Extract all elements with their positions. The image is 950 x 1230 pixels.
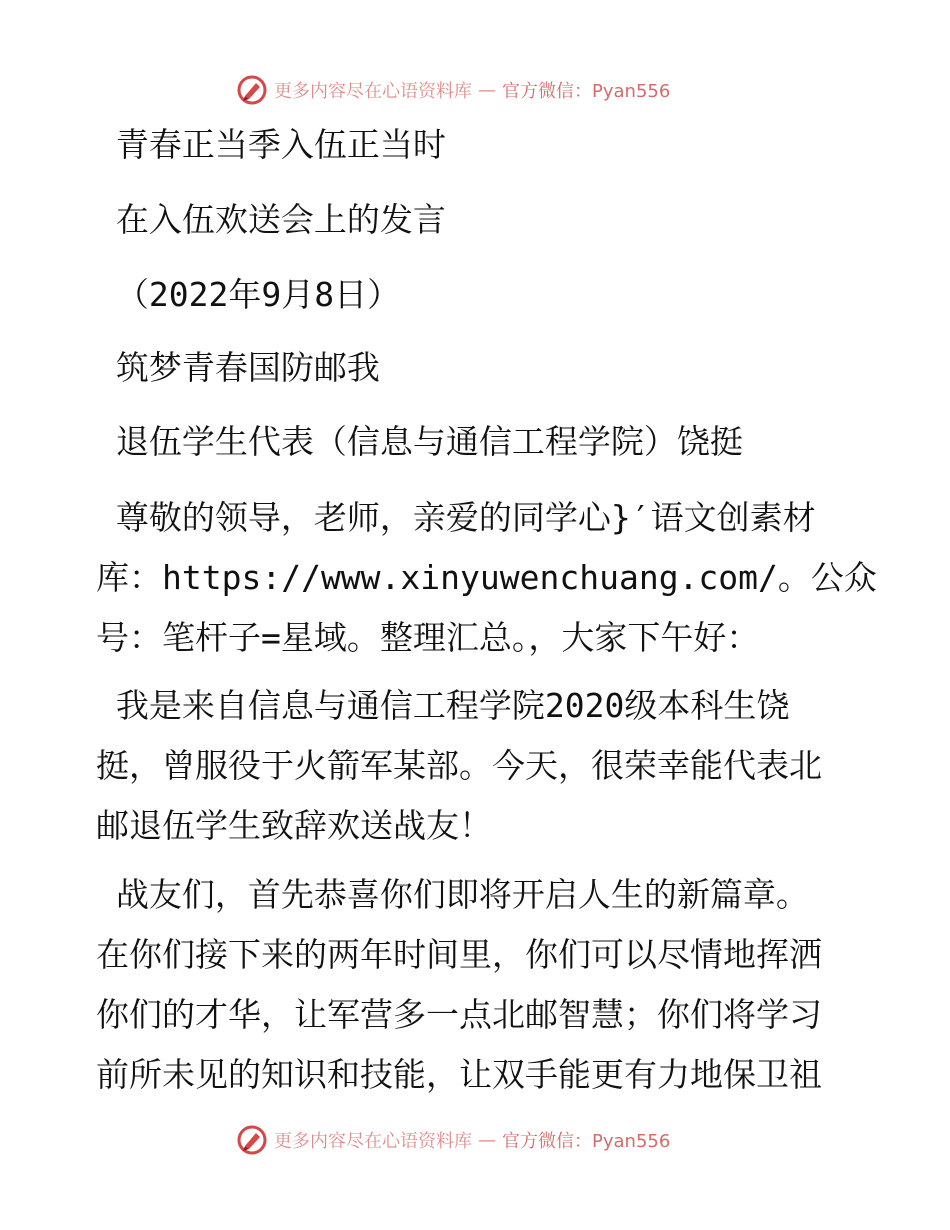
watermark-wechat: 官方微信：Pyan556 [502, 1131, 671, 1152]
watermark-wechat: 官方微信：Pyan556 [502, 81, 671, 102]
paragraph-introduction [96, 676, 856, 856]
pen-logo-icon [236, 74, 268, 106]
paragraph-line: 前所未见的知识和技能，让双手能更有力地保卫祖 [96, 1055, 822, 1094]
watermark-separator: — [478, 1129, 496, 1151]
document-speaker: 退伍学生代表（信息与通信工程学院）饶挺 [96, 422, 743, 461]
document-heading: 筑梦青春国防邮我 [96, 348, 380, 387]
paragraph-congratulations [96, 865, 856, 1105]
paragraph-line: 号：笔杆子=星域。整理汇总。，大家下午好： [96, 618, 760, 657]
paragraph-line: 你们的才华，让军营多一点北邮智慧；你们将学习 [96, 995, 822, 1034]
paragraph-line: 邮退伍学生致辞欢送战友！ [96, 806, 492, 845]
paragraph-line: 库：https://www.xinyuwenchuang.com/。公众 [96, 558, 877, 597]
watermark-footer [236, 1122, 670, 1158]
watermark-site-text: 更多内容尽在心语资料库 [274, 1131, 472, 1152]
watermark-separator: — [478, 79, 496, 101]
pen-logo-icon [236, 1124, 268, 1156]
paragraph-line: 我是来自信息与通信工程学院2020级本科生饶 [96, 686, 790, 725]
document-subtitle: 在入伍欢送会上的发言 [96, 200, 446, 239]
paragraph-line: 在你们接下来的两年时间里，你们可以尽情地挥洒 [96, 935, 822, 974]
paragraph-line: 战友们，首先恭喜你们即将开启人生的新篇章。 [96, 875, 809, 914]
document-date: （2022年9月8日） [96, 275, 401, 314]
paragraph-line: 挺，曾服役于火箭军某部。今天，很荣幸能代表北 [96, 746, 822, 785]
document-title: 青春正当季入伍正当时 [96, 125, 446, 164]
paragraph-greeting [96, 488, 877, 668]
watermark-site-text: 更多内容尽在心语资料库 [274, 81, 472, 102]
paragraph-line: 尊敬的领导，老师，亲爱的同学心}′语文创素材 [96, 498, 816, 537]
watermark-header [236, 72, 670, 108]
